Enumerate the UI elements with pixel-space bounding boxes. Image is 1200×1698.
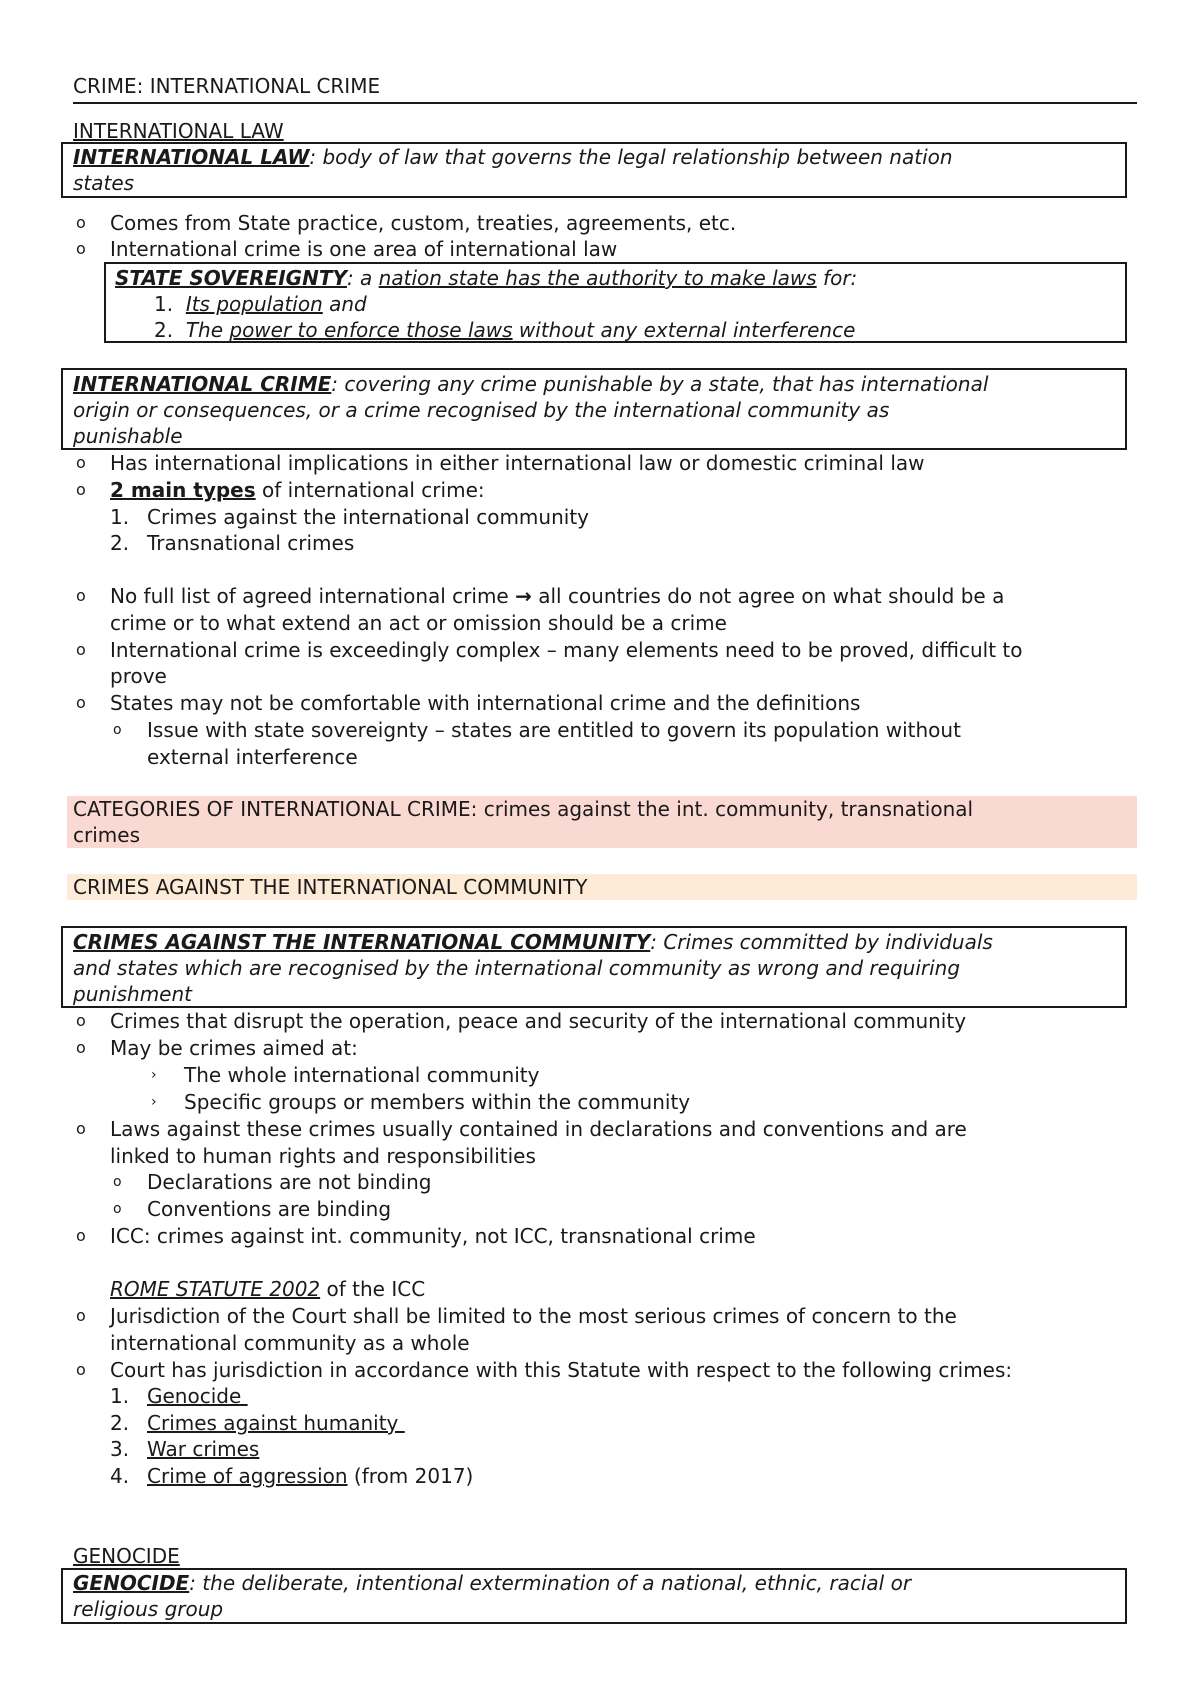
bullet-icon: o (76, 1119, 86, 1138)
header-title: CRIME: INTERNATIONAL CRIME (73, 74, 381, 98)
categories-line: crimes (73, 823, 140, 847)
bullet-text: Declarations are not binding (147, 1170, 432, 1194)
definition-term: STATE SOVEREIGNTY (115, 266, 347, 290)
definition-text: : covering any crime punishable by a state, that has international (331, 372, 989, 396)
bullet-text: International crime is one area of international law (110, 237, 618, 261)
definition-box-international-law (61, 142, 1127, 198)
definition-box-state-sovereignty (104, 262, 1127, 343)
bullet-icon: o (76, 480, 86, 499)
bullet-icon: o (76, 1306, 86, 1325)
item-text: Genocide (147, 1384, 248, 1408)
bullet-icon: o (76, 1360, 86, 1379)
bullet-text: ICC: crimes against int. community, not ICC, transnational crime (110, 1224, 756, 1248)
bullet-icon: o (76, 453, 86, 472)
item-emphasis: power to enforce those laws (229, 318, 513, 342)
numbered-item-war-crimes (110, 1436, 260, 1462)
bullet-text: States may not be comfortable with international crime and the definitions (110, 691, 861, 715)
bullet-text: Jurisdiction of the Court shall be limited to the most serious crimes of concern to the (110, 1304, 957, 1328)
section-heading-genocide: GENOCIDE (73, 1544, 180, 1568)
numbered-item (110, 530, 355, 556)
item-text: and (322, 292, 367, 316)
bullet-icon: o (76, 1226, 86, 1245)
categories-line: CATEGORIES OF INTERNATIONAL CRIME: crimes against the int. community, transnational (73, 797, 974, 821)
bullet-text-cont: international community as a whole (110, 1331, 470, 1355)
definition-text-cont: punishable (73, 424, 183, 448)
definition-term: INTERNATIONAL LAW (73, 145, 310, 169)
bullet-text: of international crime: (255, 478, 485, 502)
definition-text: : body of law that governs the legal relationship between nation (309, 145, 953, 169)
bullet-text: The whole international community (184, 1063, 540, 1087)
numbered-item (110, 504, 589, 530)
item-text: Crimes against the international community (147, 505, 589, 529)
bullet-text-cont: external interference (147, 745, 358, 769)
definition-line (73, 929, 993, 955)
bullet-text: Crimes that disrupt the operation, peace and security of the international community (110, 1009, 967, 1033)
definition-text: : Crimes committed by individuals (650, 930, 993, 954)
page-header (73, 72, 1137, 104)
bullet-text: No full list of agreed international crime (110, 584, 516, 608)
definition-line (73, 1570, 911, 1596)
bullet-icon: o (113, 1174, 122, 1190)
bullet-icon: o (76, 239, 86, 258)
definition-term: INTERNATIONAL CRIME (73, 372, 332, 396)
item-number: 4. (110, 1464, 130, 1488)
bullet-text: Has international implications in either international law or domestic criminal law (110, 451, 925, 475)
bullet-text-cont: prove (110, 664, 167, 688)
numbered-item (154, 317, 855, 343)
bullet-text: May be crimes aimed at: (110, 1036, 358, 1060)
item-text: Crimes against humanity (147, 1411, 405, 1435)
bullet-text: Specific groups or members within the community (184, 1090, 691, 1114)
definition-text-cont: religious group (73, 1597, 224, 1621)
definition-term: CRIMES AGAINST THE INTERNATIONAL COMMUNITY (73, 930, 651, 954)
definition-box-crimes-against-int-community (61, 926, 1127, 1008)
item-emphasis: Its population (185, 292, 323, 316)
section-heading-crimes-against-int-community: CRIMES AGAINST THE INTERNATIONAL COMMUNITY (67, 874, 1137, 900)
definition-line (73, 371, 988, 397)
definition-text: : the deliberate, intentional extermination of a national, ethnic, racial or (189, 1571, 912, 1595)
statute-suffix: of the ICC (320, 1277, 426, 1301)
definition-text: for: (816, 266, 858, 290)
bullet-text: Issue with state sovereignty – states are entitled to govern its population without (147, 718, 961, 742)
bullet-text: Conventions are binding (147, 1197, 392, 1221)
numbered-item-crimes-against-humanity (110, 1410, 405, 1436)
definition-text-cont: punishment (73, 982, 193, 1006)
statute-name: ROME STATUTE 2002 (110, 1277, 321, 1301)
bullet-icon: o (113, 1201, 122, 1217)
item-text: The (185, 318, 230, 342)
bullet-text: Comes from State practice, custom, treaties, agreements, etc. (110, 211, 737, 235)
numbered-item (154, 291, 367, 317)
bullet-icon: o (76, 640, 86, 659)
item-number: 3. (110, 1437, 130, 1461)
item-number: 2. (110, 531, 130, 555)
definition-text-cont: states (73, 171, 135, 195)
item-text: Crime of aggression (147, 1464, 348, 1488)
definition-term: GENOCIDE (73, 1571, 190, 1595)
item-note: (from 2017) (347, 1464, 474, 1488)
definition-emphasis: nation state has the authority to make laws (378, 266, 817, 290)
definition-box-international-crime (61, 368, 1127, 450)
definition-line (73, 144, 953, 170)
definition-line (115, 265, 857, 291)
definition-text-cont: and states which are recognised by the international community as wrong and requiring (73, 956, 961, 980)
item-text: War crimes (147, 1437, 260, 1461)
chevron-right-icon: › (151, 1094, 157, 1110)
item-text: Transnational crimes (147, 531, 355, 555)
item-number: 1. (110, 505, 130, 529)
bullet-text-cont: linked to human rights and responsibilities (110, 1144, 536, 1168)
bullet-icon: o (76, 213, 86, 232)
bullet-icon: o (113, 722, 122, 738)
bullet-text: International crime is exceedingly complex – many elements need to be proved, difficult to (110, 638, 1023, 662)
bullet-emphasis: 2 main types (110, 478, 256, 502)
bullet-icon: o (76, 1011, 86, 1030)
definition-box-genocide (61, 1568, 1127, 1624)
bullet-icon: o (76, 586, 86, 605)
definition-text-cont: origin or consequences, or a crime recognised by the international community as (73, 398, 890, 422)
bullet-icon: o (76, 693, 86, 712)
bullet-text-cont: crime or to what extend an act or omission should be a crime (110, 611, 727, 635)
item-number: 1. (110, 1384, 130, 1408)
bullet-text: all countries do not agree on what should be a (531, 584, 1005, 608)
rome-statute-title (110, 1276, 425, 1302)
categories-highlight (67, 796, 1137, 848)
bullet-text: Court has jurisdiction in accordance with this Statute with respect to the following crimes: (110, 1358, 1013, 1382)
bullet-text: Laws against these crimes usually contained in declarations and conventions and are (110, 1117, 967, 1141)
section-heading-international-law: INTERNATIONAL LAW (73, 119, 284, 143)
numbered-item-genocide (110, 1383, 248, 1409)
item-text: without any external interference (512, 318, 856, 342)
chevron-right-icon: › (151, 1067, 157, 1083)
item-number: 2. (110, 1411, 130, 1435)
item-number: 1. (154, 292, 174, 316)
numbered-item-crime-of-aggression (110, 1463, 474, 1489)
arrow-right-icon: → (515, 584, 532, 608)
item-number: 2. (154, 318, 174, 342)
bullet-icon: o (76, 1038, 86, 1057)
definition-text: : a (346, 266, 379, 290)
